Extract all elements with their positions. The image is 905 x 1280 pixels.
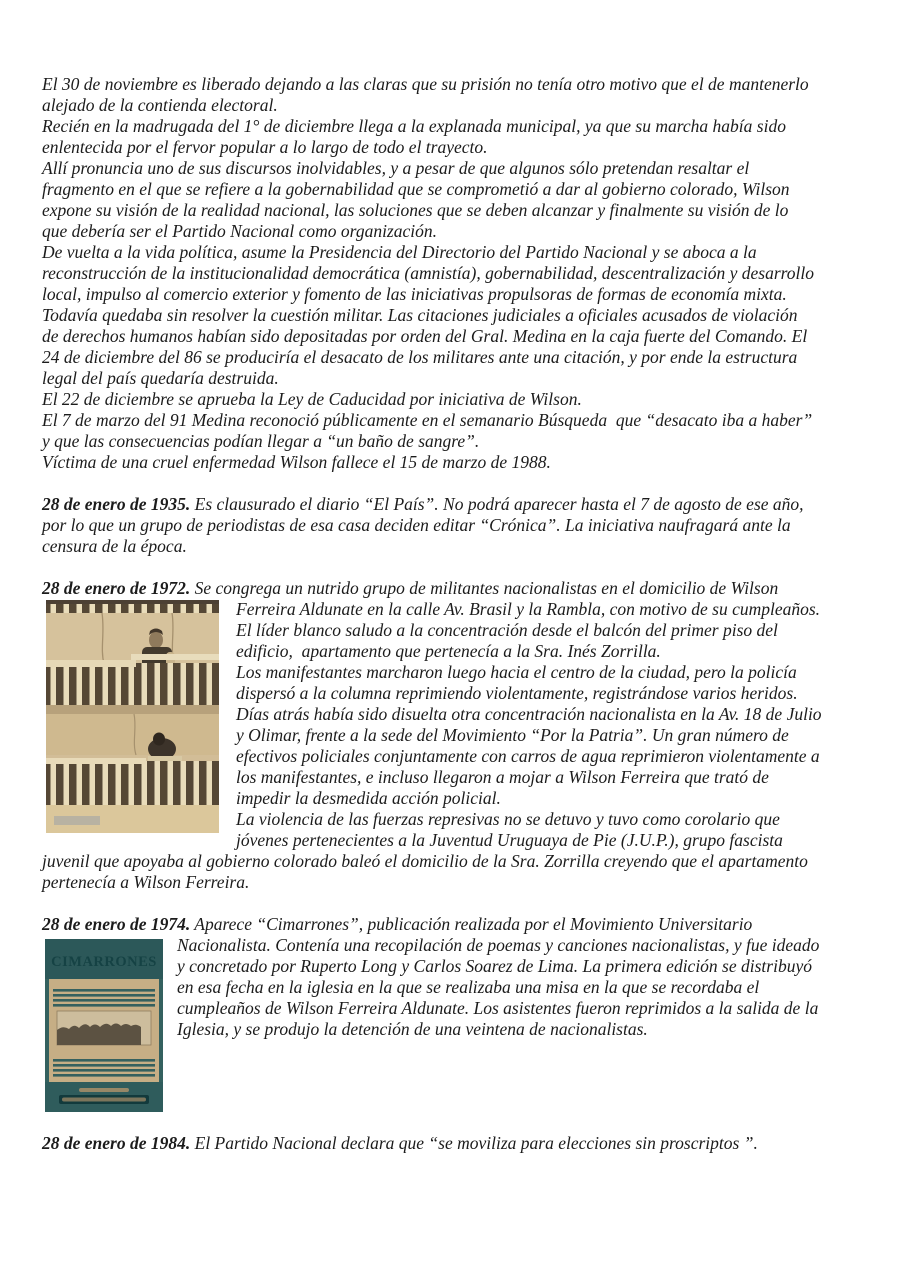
text-line: Días atrás había sido disuelta otra concentración nacionalista en la Av. 18 de Julio: [236, 704, 822, 724]
text-line: impedir la desmedida acción policial.: [236, 788, 501, 808]
text-line: efectivos policiales conjuntamente con carros de agua reprimieron violentamente a: [236, 746, 820, 766]
text-line: juvenil que apoyaba al gobierno colorado baleó el domicilio de la Sra. Zorrilla creyendo que el apartamento: [42, 851, 808, 871]
text-line: Todavía quedaba sin resolver la cuestión militar. Las citaciones judiciales a oficiales acusados de violación: [42, 305, 798, 325]
dated-heading-line: [42, 1133, 867, 1154]
text-line: alejado de la contienda electoral.: [42, 95, 278, 115]
date-label-1984: 28 de enero de 1984.: [42, 1133, 191, 1153]
text-line: El 30 de noviembre es liberado dejando a las claras que su prisión no tenía otro motivo que el de mantenerlo: [42, 74, 809, 94]
text-line: censura de la época.: [42, 536, 187, 556]
text-line: que debería ser el Partido Nacional como organización.: [42, 221, 437, 241]
text-line: local, impulso al comercio exterior y fomento de las iniciativas propulsoras de formas de economía mixta.: [42, 284, 787, 304]
text-line: de derechos humanos habían sido depositadas por orden del Gral. Medina en la caja fuerte del Comando. El: [42, 326, 808, 346]
paragraph-1974: [42, 914, 867, 1112]
text-line: fragmento en el que se refiere a la gobernabilidad que se comprometió a dar al gobierno colorado, Wilson: [42, 179, 790, 199]
date-label-1974: 28 de enero de 1974.: [42, 914, 191, 934]
cimarrones-book-cover: [45, 939, 163, 1112]
heading-rest: Se congrega un nutrido grupo de militantes nacionalistas en el domicilio de Wilson: [190, 578, 779, 598]
paragraph-1974-beside-text: [177, 935, 867, 1040]
text-line: El líder blanco saludo a la concentración desde el balcón del primer piso del: [236, 620, 778, 640]
text-line: Víctima de una cruel enfermedad Wilson fallece el 15 de marzo de 1988.: [42, 452, 551, 472]
text-line: 24 de diciembre del 86 se produciría el desacato de los militares ante una citación, y por ende la estructura: [42, 347, 798, 367]
text-line: y que las consecuencias podían llegar a “un baño de sangre”.: [42, 431, 480, 451]
text-line: Nacionalista. Contenía una recopilación de poemas y canciones nacionalistas, y fue ideado: [177, 935, 820, 955]
dated-heading-line: [42, 914, 867, 935]
date-label-1935: 28 de enero de 1935.: [42, 494, 191, 514]
text-line: dispersó a la columna reprimiendo violentamente, registrándose varios heridos.: [236, 683, 798, 703]
text-line: reconstrucción de la institucionalidad democrática (amnistía), gobernabilidad, descentralización y desarrollo: [42, 263, 815, 283]
paragraph-1984: [42, 1133, 867, 1154]
paragraph-1972-below-text: [42, 851, 867, 893]
date-label-1972: 28 de enero de 1972.: [42, 578, 191, 598]
text-line: enlentecida por el fervor popular a lo largo de todo el trayecto.: [42, 137, 488, 157]
text-line: De vuelta a la vida política, asume la Presidencia del Directorio del Partido Nacional y se aboca a la: [42, 242, 757, 262]
text-line: Allí pronuncia uno de sus discursos inolvidables, y a pesar de que algunos sólo pretendan resaltar el: [42, 158, 750, 178]
heading-rest: El Partido Nacional declara que “se moviliza para elecciones sin proscriptos ”.: [190, 1133, 758, 1153]
text-line: Iglesia, y se produjo la detención de una veintena de nacionalistas.: [177, 1019, 648, 1039]
text-line: por lo que un grupo de periodistas de esa casa deciden editar “Crónica”. La iniciativa naufragará ante la: [42, 515, 791, 535]
cover-text-row-1974: [42, 935, 867, 1112]
book-title-text: CIMARRONES: [51, 954, 157, 970]
text-line: pertenecía a Wilson Ferreira.: [42, 872, 250, 892]
text-line: Los manifestantes marcharon luego hacia el centro de la ciudad, pero la policía: [236, 662, 797, 682]
text-line: Ferreira Aldunate en la calle Av. Brasil y la Rambla, con motivo de su cumpleaños.: [236, 599, 821, 619]
text-line: edificio, apartamento que pertenecía a la Sra. Inés Zorrilla.: [236, 641, 661, 661]
text-line: legal del país quedaría destruida.: [42, 368, 279, 388]
dated-heading-line: [42, 494, 867, 515]
text-line: en esa fecha en la iglesia en la que se realizaba una misa en la que se recordaba el: [177, 977, 760, 997]
paragraph-1935-body: [42, 515, 867, 557]
text-line: jóvenes pertenecientes a la Juventud Uruguaya de Pie (J.U.P.), grupo fascista: [236, 830, 783, 850]
heading-rest: Es clausurado el diario “El País”. No podrá aparecer hasta el 7 de agosto de ese año,: [190, 494, 804, 514]
text-line: cumpleaños de Wilson Ferreira Aldunate. Los asistentes fueron reprimidos a la salida de la: [177, 998, 819, 1018]
text-line: El 7 de marzo del 91 Medina reconoció públicamente en el semanario Búsqueda que “desacato iba a haber”: [42, 410, 813, 430]
paragraph-1972: [42, 578, 867, 893]
photo-text-row-1972: [42, 599, 867, 851]
balcony-photo: [46, 600, 219, 833]
text-line: El 22 de diciembre se aprueba la Ley de Caducidad por iniciativa de Wilson.: [42, 389, 582, 409]
text-line: expone su visión de la realidad nacional, las soluciones que se deben alcanzar y finalmente su visión de lo: [42, 200, 789, 220]
text-line: los manifestantes, e incluso llegaron a mojar a Wilson Ferreira que trató de: [236, 767, 769, 787]
text-line: Recién en la madrugada del 1° de diciembre llega a la explanada municipal, ya que su marcha había sido: [42, 116, 786, 136]
heading-rest: Aparece “Cimarrones”, publicación realizada por el Movimiento Universitario: [190, 914, 753, 934]
dated-heading-line: [42, 578, 867, 599]
paragraph-1972-beside-text: [236, 599, 867, 851]
text-line: La violencia de las fuerzas represivas no se detuvo y tuvo como corolario que: [236, 809, 780, 829]
text-line: y concretado por Ruperto Long y Carlos Soarez de Lima. La primera edición se distribuyó: [177, 956, 812, 976]
paragraph-wilson-biography: [42, 74, 867, 473]
text-line: y Olimar, frente a la sede del Movimiento “Por la Patria”. Un gran número de: [236, 725, 789, 745]
paragraph-1935: [42, 494, 867, 557]
